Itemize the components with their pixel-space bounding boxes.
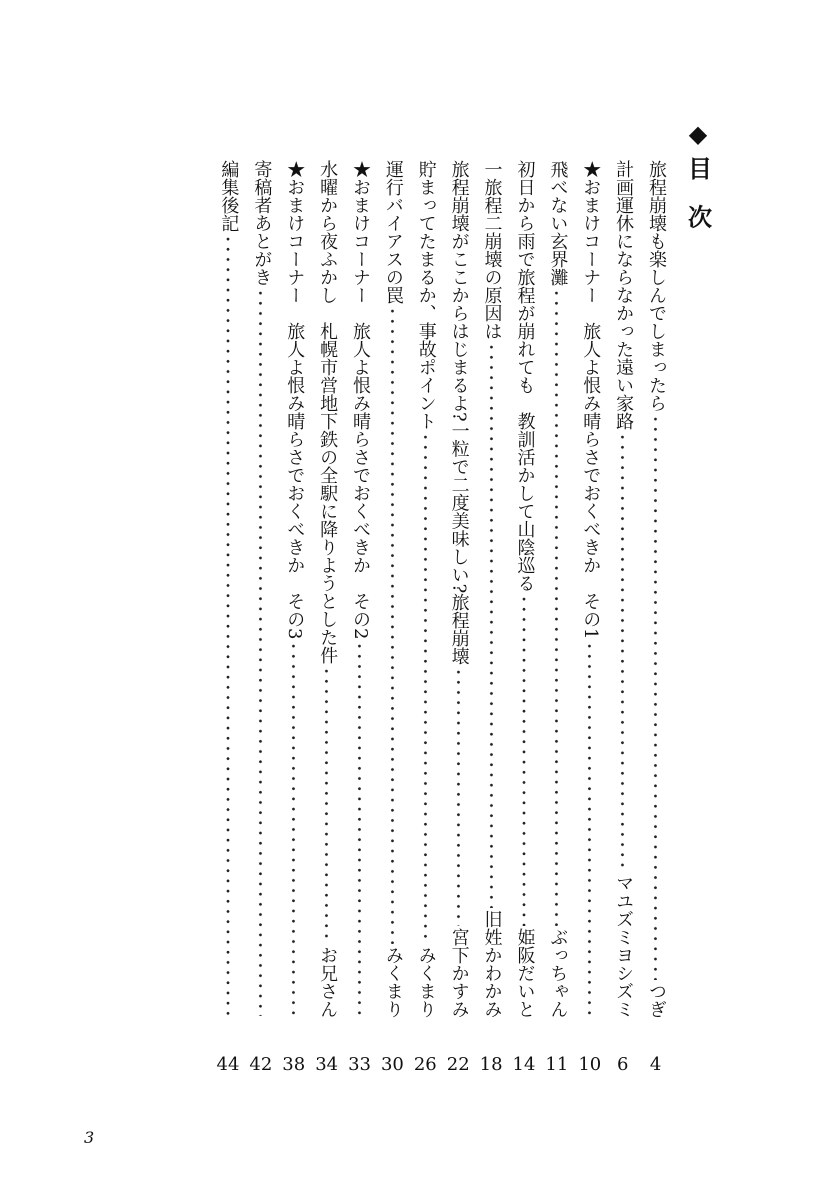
entry-title: 初日から雨で旅程が崩れても 教訓活かして山陰巡る	[514, 160, 536, 592]
toc-entry	[244, 160, 277, 1074]
entry-page: 44	[216, 1054, 240, 1075]
dot-leader	[277, 641, 310, 1016]
toc-list	[212, 160, 672, 1074]
toc-entry	[508, 160, 541, 1074]
entry-page: 6	[616, 1054, 629, 1075]
entry-title: ★おまけコーナー 旅人よ恨み晴らさでおくべきか その1	[580, 160, 602, 640]
entry-title: 一旅程二崩壊の原因は	[481, 160, 503, 340]
toc-heading	[676, 120, 720, 240]
entry-author: 宮下かすみ	[448, 928, 470, 1018]
entry-title: 貯まってたまるか、事故ポイント	[415, 160, 437, 430]
entry-author: みくまり	[382, 946, 404, 1018]
entry-title: 旅程崩壊も楽しんでしまったら	[646, 160, 667, 412]
toc-entry	[442, 160, 475, 1074]
dot-leader	[442, 667, 475, 926]
entry-page: 42	[249, 1054, 273, 1075]
entry-title: 編集後記	[218, 160, 240, 232]
toc-entry	[475, 160, 508, 1074]
toc-entry	[573, 160, 606, 1074]
dot-leader	[409, 432, 442, 944]
toc-entry	[409, 160, 442, 1074]
toc-entry	[212, 160, 245, 1074]
dot-leader	[606, 432, 639, 872]
dot-leader	[475, 342, 508, 908]
dot-leader	[343, 641, 376, 1016]
dot-leader	[540, 288, 573, 926]
toc-title: 目 次	[683, 156, 712, 237]
page-number: 3	[84, 1128, 95, 1147]
toc-entry	[606, 160, 639, 1074]
toc-entry	[639, 160, 672, 1074]
dot-leader	[639, 414, 672, 980]
entry-page: 18	[479, 1054, 503, 1075]
entry-page: 4	[649, 1054, 662, 1075]
toc-entry	[376, 160, 409, 1074]
entry-page: 38	[282, 1054, 306, 1075]
diamond-icon: ◆	[684, 120, 712, 156]
entry-author: マユズミヨシズミ	[613, 874, 635, 1018]
toc-entry	[277, 160, 310, 1074]
dot-leader	[244, 288, 277, 1016]
entry-title: 計画運休にならなかった遠い家路	[613, 160, 635, 430]
entry-page: 22	[446, 1054, 470, 1075]
entry-title: 飛べない玄界灘	[547, 160, 569, 286]
entry-page: 33	[348, 1054, 371, 1075]
entry-title: 旅程崩壊がここからはじまるよ?一粒で二度美味しい?旅程崩壊	[448, 160, 470, 666]
toc-entry	[343, 160, 376, 1074]
entry-page: 11	[545, 1054, 569, 1075]
entry-title: ★おまけコーナー 旅人よ恨み晴らさでおくべきか その3	[284, 160, 306, 640]
entry-title: ★おまけコーナー 旅人よ恨み晴らさでおくべきか その2	[349, 160, 371, 640]
entry-author: 旧姓かわかみ	[481, 910, 503, 1018]
entry-author: 姫阪だいと	[514, 928, 536, 1018]
entry-author: お兄さん	[317, 946, 339, 1018]
entry-title: 運行バイアスの罠	[382, 160, 404, 304]
entry-page: 30	[380, 1054, 404, 1075]
toc-entry	[540, 160, 573, 1074]
dot-leader	[212, 234, 245, 1016]
entry-title: 水曜から夜ふかし 札幌市営地下鉄の全駅に降りようとした件	[317, 160, 339, 664]
dot-leader	[573, 641, 606, 1016]
toc-entry	[310, 160, 343, 1074]
dot-leader	[508, 594, 541, 926]
dot-leader	[310, 666, 343, 944]
entry-author: みくまり	[415, 946, 437, 1018]
dot-leader	[376, 306, 409, 944]
entry-author: つぎ	[646, 982, 667, 1018]
entry-page: 26	[413, 1054, 437, 1075]
entry-page: 14	[512, 1054, 536, 1075]
entry-author: ぶっちゃん	[547, 928, 569, 1018]
entry-page: 10	[578, 1054, 602, 1075]
entry-title: 寄稿者あとがき	[251, 160, 273, 286]
entry-page: 34	[315, 1054, 339, 1075]
